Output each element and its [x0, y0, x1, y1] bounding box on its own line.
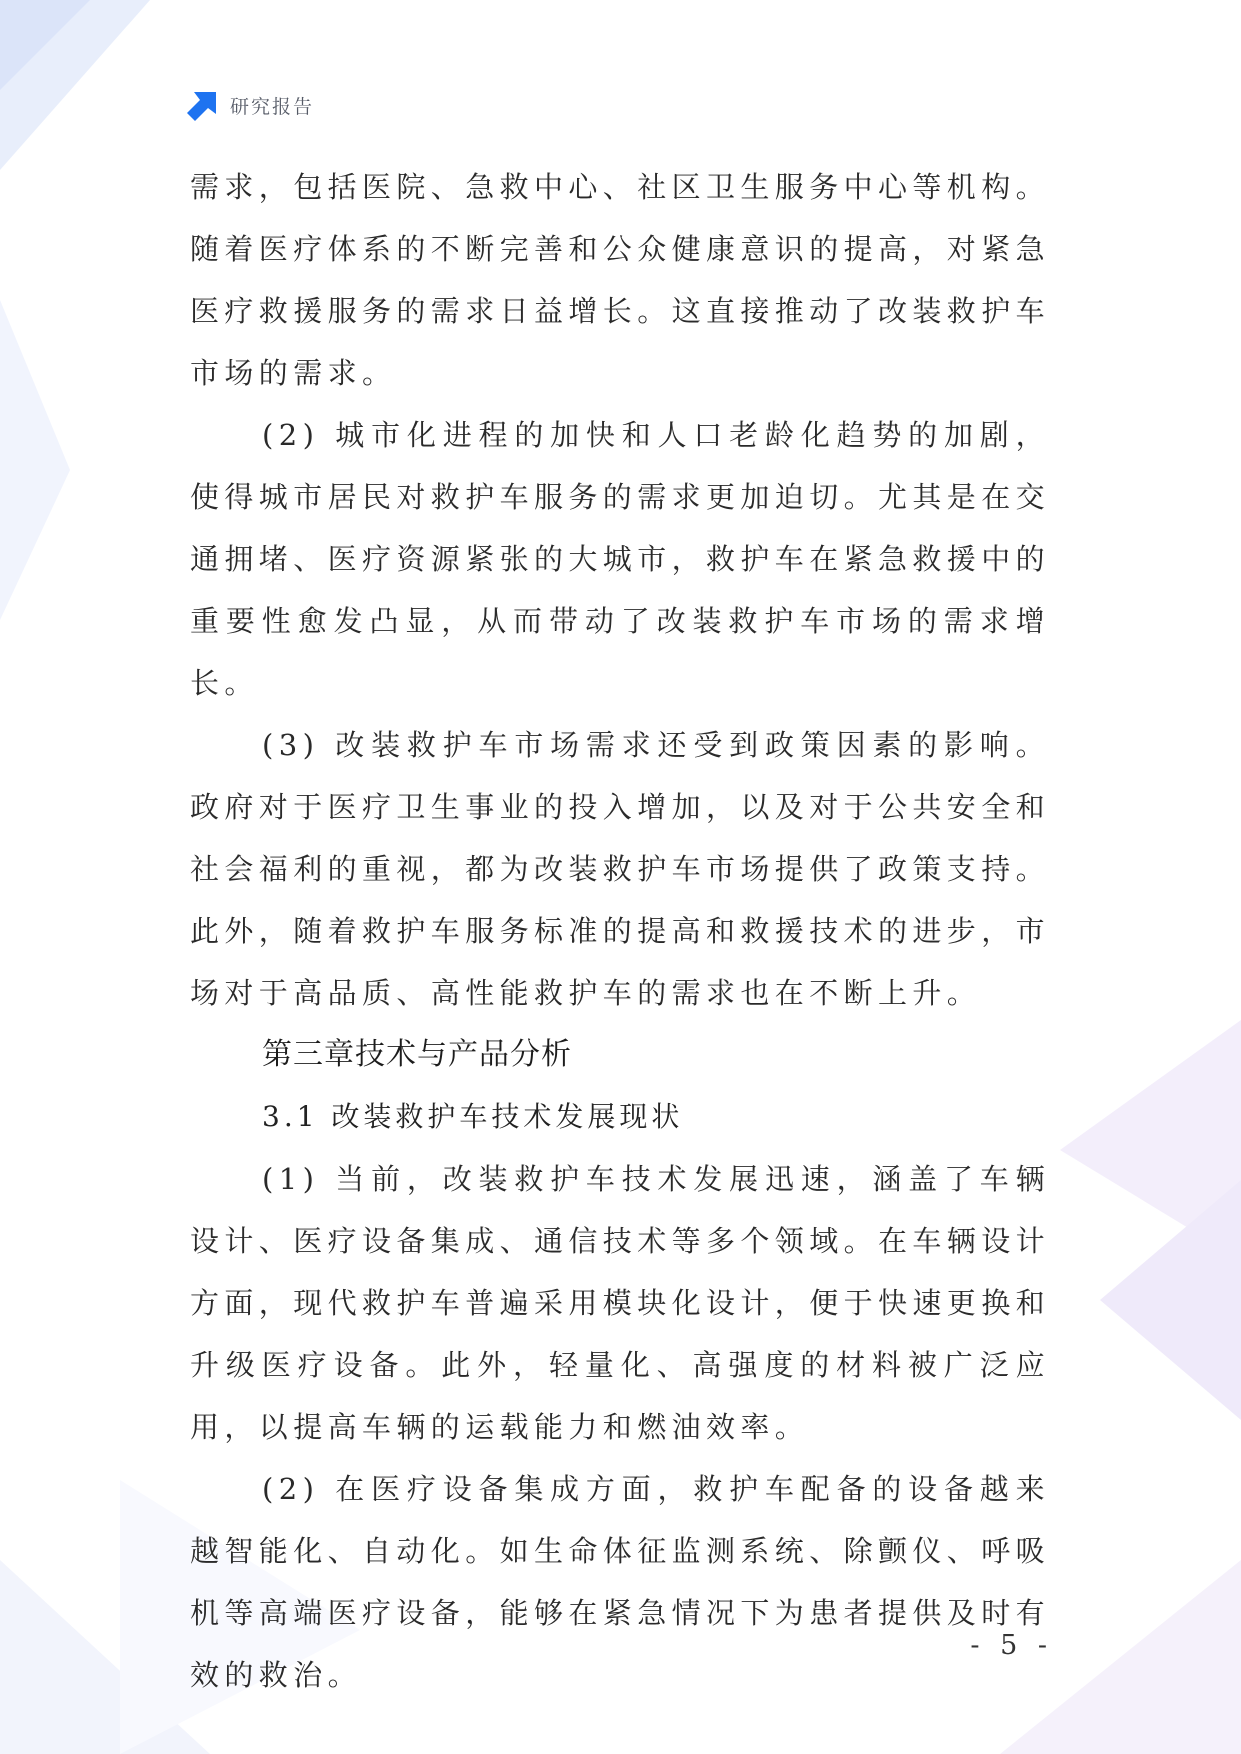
paragraph-3: (3) 改装救护车市场需求还受到政策因素的影响。政府对于医疗卫生事业的投入增加，以及对于公共安全和社会福利的重视，都为改装救护车市场提供了政策支持。此外，随着救护车服务标准的提高和救援技术的进步，市场对于高品质、高性能救护车的需求也在不断上升。	[190, 728, 1051, 1010]
section-paragraph-2: (2) 在医疗设备集成方面，救护车配备的设备越来越智能化、自动化。如生命体征监测系统、除颤仪、呼吸机等高端医疗设备，能够在紧急情况下为患者提供及时有效的救治。	[190, 1472, 1051, 1692]
page-number: - 5 -	[970, 1630, 1053, 1661]
section-title: 3.1 改装救护车技术发展现状	[262, 1100, 684, 1133]
header-title: 研究报告	[230, 95, 315, 118]
paragraph-2: (2) 城市化进程的加快和人口老龄化趋势的加剧，使得城市居民对救护车服务的需求更加迫切。尤其是在交通拥堵、医疗资源紧张的大城市，救护车在紧急救援中的重要性愈发凸显，从而带动了改装救护车市场的需求增长。	[190, 418, 1051, 700]
report-header	[186, 88, 314, 122]
chapter-title: 第三章技术与产品分析	[262, 1037, 572, 1072]
paragraph-continued: 需求，包括医院、急救中心、社区卫生服务中心等机构。随着医疗体系的不断完善和公众健康意识的提高，对紧急医疗救援服务的需求日益增长。这直接推动了改装救护车市场的需求。	[190, 170, 1051, 390]
arrow-up-right-icon	[186, 88, 220, 122]
document-body	[190, 156, 1050, 1706]
section-paragraph-1: (1) 当前，改装救护车技术发展迅速，涵盖了车辆设计、医疗设备集成、通信技术等多个领域。在车辆设计方面，现代救护车普遍采用模块化设计，便于快速更换和升级医疗设备。此外，轻量化、高强度的材料被广泛应用，以提高车辆的运载能力和燃油效率。	[190, 1162, 1051, 1444]
